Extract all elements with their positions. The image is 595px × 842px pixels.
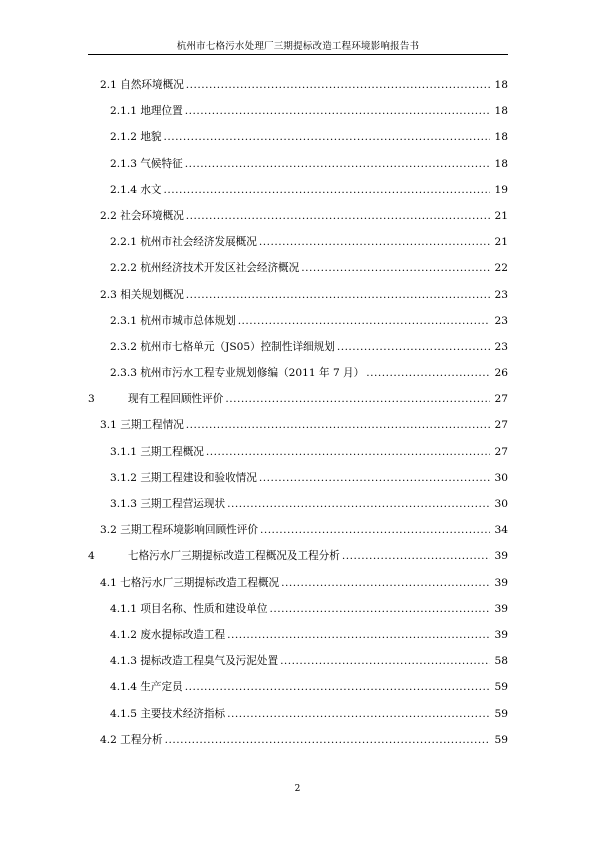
dot-leader [185, 157, 490, 171]
toc-entry-label [100, 209, 184, 223]
toc-entry-page: 22 [494, 262, 508, 275]
toc-entry-label [88, 549, 340, 563]
toc-entry[interactable] [88, 549, 508, 575]
toc-entry-label [110, 445, 204, 459]
toc-entry[interactable] [88, 157, 508, 183]
dot-leader [337, 340, 490, 354]
toc-entry-title: 七格污水厂三期提标改造工程概况 [120, 576, 280, 589]
toc-entry-title: 相关规划概况 [120, 288, 184, 301]
toc-entry-label [100, 733, 163, 747]
toc-entry[interactable] [88, 261, 508, 287]
toc-entry-number: 2.3.2 [110, 340, 137, 353]
dot-leader [238, 314, 490, 328]
toc-entry-label [110, 183, 162, 197]
toc-entry-title: 现有工程回顾性评价 [128, 393, 224, 406]
toc-entry-number: 4.1.1 [110, 602, 137, 615]
toc-entry[interactable] [88, 497, 508, 523]
dot-leader [164, 130, 490, 144]
dot-leader [259, 471, 490, 485]
toc-entry-title: 三期工程环境影响回顾性评价 [120, 524, 258, 537]
toc-entry-page: 39 [494, 576, 508, 589]
toc-entry-page: 19 [494, 183, 508, 196]
dot-leader [186, 288, 490, 302]
dot-leader [225, 392, 490, 406]
toc-entry-number: 2.2 [100, 209, 117, 222]
toc-entry-page: 18 [494, 79, 508, 91]
toc-entry-title: 主要技术经济指标 [140, 707, 226, 720]
dot-leader [185, 680, 490, 694]
toc-entry-page: 27 [494, 393, 508, 406]
toc-entry[interactable] [88, 523, 508, 549]
dot-leader [186, 418, 490, 432]
toc-entry-title: 生产定员 [140, 681, 183, 694]
toc-entry-number: 2.3.1 [110, 314, 137, 327]
toc-entry[interactable] [88, 314, 508, 340]
dot-leader [301, 261, 490, 275]
toc-entry-title: 杭州市社会经济发展概况 [140, 236, 257, 249]
toc-entry-number: 3 [88, 393, 95, 406]
dot-leader [227, 497, 490, 511]
table-of-contents [88, 78, 508, 759]
toc-entry[interactable] [88, 602, 508, 628]
toc-entry-number: 3.1.1 [110, 445, 137, 458]
toc-entry[interactable] [88, 392, 508, 418]
toc-entry-page: 18 [494, 131, 508, 144]
toc-entry-title: 气候特征 [140, 157, 183, 170]
page-number: 2 [294, 784, 301, 794]
toc-entry-title: 工程分析 [120, 733, 163, 746]
toc-entry-number: 4.1.4 [110, 681, 137, 694]
toc-entry-page: 23 [494, 340, 508, 353]
toc-entry-page: 18 [494, 157, 508, 170]
toc-entry-page: 59 [494, 707, 508, 720]
dot-leader [227, 707, 490, 721]
toc-entry-title: 提标改造工程臭气及污泥处置 [140, 655, 279, 668]
toc-entry-number: 2.2.1 [110, 236, 137, 249]
dot-leader [269, 602, 490, 616]
toc-entry-label [110, 707, 225, 721]
toc-entry-label [110, 680, 183, 694]
toc-entry-label [110, 261, 299, 275]
toc-entry-title: 杭州市城市总体规划 [140, 314, 236, 327]
toc-entry-label [110, 471, 257, 485]
toc-entry-page: 21 [494, 236, 508, 249]
running-header: 杭州市七格污水处理厂三期提标改造工程环境影响报告书 [176, 41, 420, 52]
toc-entry-title: 社会环境概况 [120, 209, 184, 222]
toc-entry-title: 水文 [140, 183, 162, 196]
toc-entry[interactable] [88, 235, 508, 261]
dot-leader [164, 183, 490, 197]
toc-entry[interactable] [88, 340, 508, 366]
toc-entry-number: 4 [88, 550, 95, 563]
toc-entry-number: 4.1.5 [110, 707, 137, 720]
toc-entry-label [110, 130, 162, 144]
toc-entry-label [110, 157, 183, 171]
toc-entry[interactable] [88, 576, 508, 602]
toc-entry-number: 3.1.2 [110, 471, 137, 484]
toc-entry[interactable] [88, 733, 508, 759]
toc-entry[interactable] [88, 288, 508, 314]
toc-entry-number: 2.3 [100, 288, 117, 301]
toc-entry-page: 30 [494, 471, 508, 484]
toc-entry-title: 地理位置 [140, 105, 183, 118]
dot-leader [280, 654, 490, 668]
toc-entry[interactable] [88, 183, 508, 209]
toc-entry-number: 2.1.4 [110, 183, 137, 196]
toc-entry-label [110, 314, 236, 328]
toc-entry-label [100, 288, 184, 302]
toc-entry-number: 4.1.3 [110, 655, 137, 668]
dot-leader [186, 78, 490, 92]
toc-entry-page: 27 [494, 419, 508, 432]
toc-entry-title: 三期工程概况 [140, 445, 204, 458]
toc-entry-number: 4.1.2 [110, 628, 137, 641]
toc-entry-number: 2.1.3 [110, 157, 137, 170]
dot-leader [206, 445, 490, 459]
toc-entry-number: 2.1 [100, 79, 117, 91]
toc-entry-title: 三期工程营运现状 [140, 498, 226, 510]
toc-entry-label [110, 654, 278, 668]
toc-entry-label [110, 235, 257, 249]
toc-entry-number: 3.1.3 [110, 498, 137, 510]
dot-leader [186, 209, 490, 223]
toc-entry-number: 2.2.2 [110, 262, 137, 275]
toc-entry-label [100, 576, 279, 590]
toc-entry-page: 59 [494, 733, 508, 746]
toc-entry-label [110, 340, 335, 354]
toc-entry-number: 3.1 [100, 419, 117, 432]
toc-entry[interactable] [88, 78, 508, 104]
toc-entry[interactable] [88, 628, 508, 654]
toc-entry[interactable] [88, 445, 508, 471]
toc-entry-number: 2.1.2 [110, 131, 137, 144]
dot-leader [165, 733, 490, 747]
toc-entry-page: 21 [494, 209, 508, 222]
toc-entry-number: 4.2 [100, 733, 117, 746]
toc-entry-page: 59 [494, 681, 508, 694]
toc-entry-label [100, 523, 258, 537]
dot-leader [260, 523, 490, 537]
toc-entry-page: 39 [494, 602, 508, 615]
toc-entry-title: 杭州经济技术开发区社会经济概况 [140, 262, 300, 275]
toc-entry-number: 2.1.1 [110, 105, 137, 118]
toc-entry-page: 27 [494, 445, 508, 458]
toc-entry[interactable] [88, 707, 508, 733]
dot-leader [227, 628, 490, 642]
toc-entry-page: 58 [494, 655, 508, 668]
toc-entry-title: 杭州市七格单元（JS05）控制性详细规划 [140, 340, 335, 353]
toc-entry[interactable] [88, 654, 508, 680]
toc-entry-page: 39 [494, 550, 508, 563]
toc-entry-label [100, 418, 184, 432]
toc-entry-label [110, 602, 267, 616]
toc-entry[interactable] [88, 209, 508, 235]
toc-entry-page: 26 [494, 367, 508, 380]
dot-leader [366, 366, 490, 380]
toc-entry-title: 三期工程情况 [120, 419, 184, 432]
toc-entry-page: 23 [494, 314, 508, 327]
toc-entry-page: 18 [494, 105, 508, 118]
toc-entry-title: 项目名称、性质和建设单位 [140, 602, 268, 615]
toc-entry-title: 三期工程建设和验收情况 [140, 471, 257, 484]
toc-entry-number: 3.2 [100, 524, 117, 537]
toc-entry-label [110, 628, 225, 642]
toc-entry[interactable] [88, 471, 508, 497]
toc-entry-page: 23 [494, 288, 508, 301]
dot-leader [281, 576, 490, 590]
toc-entry[interactable] [88, 366, 508, 392]
toc-entry[interactable] [88, 130, 508, 156]
toc-entry-title: 杭州市污水工程专业规划修编（2011 年 7 月） [140, 367, 365, 380]
toc-entry-label [110, 104, 183, 118]
toc-entry[interactable] [88, 418, 508, 444]
toc-entry-label [110, 366, 364, 380]
toc-entry-title: 七格污水厂三期提标改造工程概况及工程分析 [128, 550, 340, 563]
toc-entry[interactable] [88, 680, 508, 706]
dot-leader [342, 549, 490, 563]
toc-entry-number: 4.1 [100, 576, 117, 589]
toc-entry-number: 2.3.3 [110, 367, 137, 380]
toc-entry-title: 废水提标改造工程 [140, 628, 226, 641]
toc-entry-title: 地貌 [140, 131, 162, 144]
toc-entry-page: 39 [494, 628, 508, 641]
toc-entry-label [110, 497, 225, 511]
toc-entry-label [88, 392, 223, 406]
toc-entry-page: 30 [494, 498, 508, 510]
dot-leader [185, 104, 490, 118]
toc-entry-title: 自然环境概况 [120, 79, 184, 91]
toc-entry[interactable] [88, 104, 508, 130]
header-rule [88, 54, 508, 55]
dot-leader [259, 235, 490, 249]
toc-entry-page: 34 [494, 524, 508, 537]
toc-entry-label [100, 78, 184, 92]
